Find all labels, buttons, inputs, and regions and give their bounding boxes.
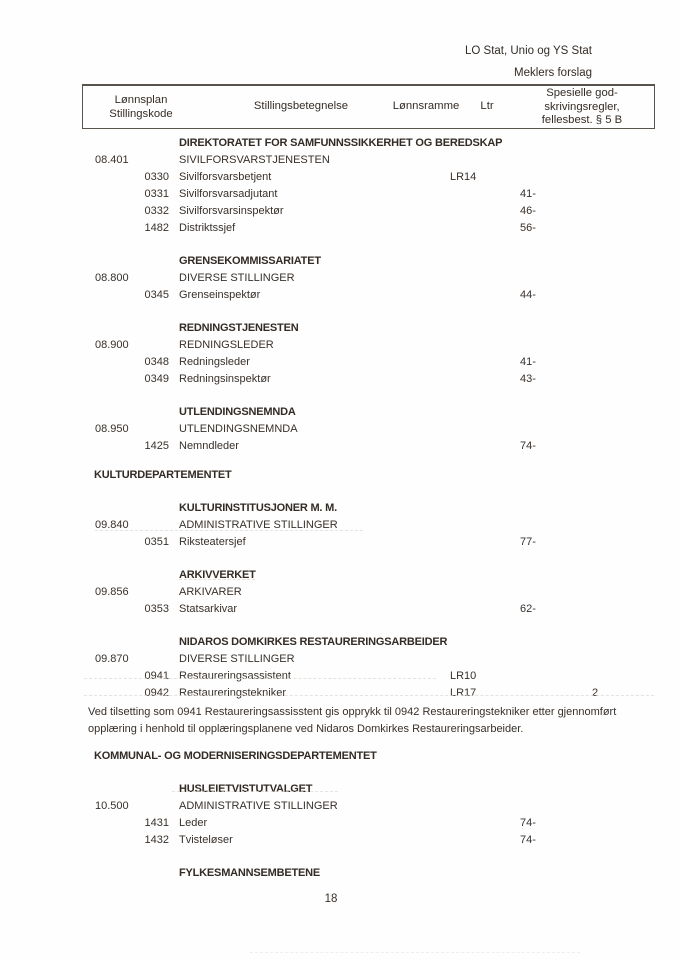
position-code-cell: 0348 [144,356,169,368]
position-title-cell: Leder [179,817,208,829]
group-title: HUSLEIETVISTUTVALGET [179,783,313,795]
table-body [0,137,681,884]
group-heading-row [0,867,681,884]
plan-title-cell: UTLENDINGSNEMNDA [179,423,298,435]
position-row [0,440,681,457]
page-number: 18 [324,893,338,905]
column-header-stillingsbetegnelse: Stillingsbetegnelse [253,100,349,112]
department-title: KOMMUNAL- OG MODERNISERINGSDEPARTEMENTET [94,750,377,762]
plan-title-cell: ADMINISTRATIVE STILLINGER [179,800,338,812]
lonnsramme-cell: LR17 [450,687,477,699]
position-title-cell: Sivilforsvarsinspektør [179,205,284,217]
position-code-cell: 1425 [144,440,169,452]
group-heading-row [0,406,681,423]
ltr-cell: 43- [520,373,536,385]
position-title-cell: Restaureringsassistent [179,670,291,682]
ltr-cell: 74- [520,834,536,846]
group-title: FYLKESMANNSEMBETENE [179,867,321,879]
group-title: KULTURINSTITUSJONER M. M. [179,502,337,514]
position-code-cell: 0942 [144,687,169,699]
scan-artifact [95,530,363,531]
plan-row [0,423,681,440]
plan-row [0,519,681,536]
group-title: NIDAROS DOMKIRKES RESTAURERINGSARBEIDER [179,636,448,648]
scan-artifact [84,695,654,696]
plan-code-cell: 10.500 [95,800,129,812]
position-row [0,222,681,239]
group-heading-row [0,502,681,519]
department-title: KULTURDEPARTEMENTET [94,469,232,481]
position-title-cell: Grenseinspektør [179,289,261,301]
plan-title-cell: DIVERSE STILLINGER [179,653,295,665]
group-title: GRENSEKOMMISSARIATET [179,255,321,267]
position-code-cell: 0345 [144,289,169,301]
column-header-lonnsramme: Lønnsramme [392,100,460,112]
plan-title-cell: ADMINISTRATIVE STILLINGER [179,519,338,531]
position-code-cell: 1431 [144,817,169,829]
plan-code-cell: 09.870 [95,653,129,665]
ltr-cell: 74- [520,817,536,829]
position-title-cell: Sivilforsvarsadjutant [179,188,278,200]
group-heading-row [0,255,681,272]
plan-code-cell: 09.840 [95,519,129,531]
position-row [0,171,681,188]
group-title: ARKIVVERKET [179,569,256,581]
position-row [0,817,681,834]
position-title-cell: Redningsleder [179,356,250,368]
lonnsramme-cell: LR14 [450,171,477,183]
group-heading-row [0,636,681,653]
plan-code-cell: 08.800 [95,272,129,284]
position-code-cell: 0331 [144,188,169,200]
ltr-cell: 46- [520,205,536,217]
position-title-cell: Riksteatersjef [179,536,246,548]
position-title-cell: Tvisteløser [179,834,233,846]
scan-artifact [172,791,338,792]
position-title-cell: Redningsinspektør [179,373,271,385]
position-row [0,603,681,620]
ltr-cell: 41- [520,188,536,200]
lonnsramme-cell: LR10 [450,670,477,682]
position-row [0,834,681,851]
plan-title-cell: REDNINGSLEDER [179,339,274,351]
group-title: DIREKTORATET FOR SAMFUNNSSIKKERHET OG BEREDSKAP [179,137,503,149]
plan-code-cell: 08.900 [95,339,129,351]
plan-row [0,339,681,356]
footnote-text: Ved tilsetting som 0941 Restaureringsassisstent gis opprykk til 0942 Restaureringstekniker etter gjennomført opplæring i henhold til opplæringsplanene ved Nidaros Domkirkes Restaureringsarbeider. [88,706,617,735]
position-row [0,536,681,553]
position-title-cell: Distriktssjef [179,222,236,234]
group-heading-row [0,569,681,586]
position-code-cell: 0351 [144,536,169,548]
position-row [0,373,681,390]
column-header-special-rules: Spesielle god- skrivingsregler, fellesbest. § 5 B [541,87,623,126]
ltr-cell: 41- [520,356,536,368]
header-proposal-label: Meklers forslag [514,67,592,79]
position-row [0,188,681,205]
position-row [0,205,681,222]
special-rules-cell: 2 [591,687,599,699]
plan-title-cell: DIVERSE STILLINGER [179,272,295,284]
plan-code-cell: 08.950 [95,423,129,435]
plan-title-cell: ARKIVARER [179,586,242,598]
position-code-cell: 0353 [144,603,169,615]
column-header-ltr: Ltr [480,100,494,112]
ltr-cell: 44- [520,289,536,301]
position-code-cell: 0332 [144,205,169,217]
position-code-cell: 1432 [144,834,169,846]
position-row [0,356,681,373]
group-heading-row [0,322,681,339]
table-header [82,84,655,129]
header-parties: LO Stat, Unio og YS Stat [465,45,592,57]
column-header-lonnsplan-stillingskode: Lønnsplan Stillingskode [109,94,173,120]
plan-row [0,586,681,603]
position-row [0,289,681,306]
position-code-cell: 0941 [144,670,169,682]
plan-row [0,653,681,670]
plan-row [0,154,681,171]
position-title-cell: Sivilforsvarsbetjent [179,171,272,183]
group-heading-row [0,137,681,154]
page-header-right [465,40,592,84]
group-title: REDNINGSTJENESTEN [179,322,299,334]
plan-code-cell: 08.401 [95,154,129,166]
plan-code-cell: 09.856 [95,586,129,598]
scan-artifact [250,952,580,953]
ltr-cell: 74- [520,440,536,452]
scan-artifact [179,579,255,580]
ltr-cell: 62- [520,603,536,615]
department-heading-row [0,469,681,486]
plan-title-cell: SIVILFORSVARSTJENESTEN [179,154,330,166]
position-title-cell: Nemndleder [179,440,239,452]
position-code-cell: 0349 [144,373,169,385]
group-title: UTLENDINGSNEMNDA [179,406,296,418]
plan-row [0,272,681,289]
position-code-cell: 1482 [144,222,169,234]
position-code-cell: 0330 [144,171,169,183]
group-heading-row [0,783,681,800]
position-title-cell: Statsarkivar [179,603,238,615]
plan-row [0,800,681,817]
ltr-cell: 77- [520,536,536,548]
department-heading-row [0,750,681,767]
ltr-cell: 56- [520,222,536,234]
position-title-cell: Restaureringstekniker [179,687,286,699]
scan-artifact [84,678,436,679]
